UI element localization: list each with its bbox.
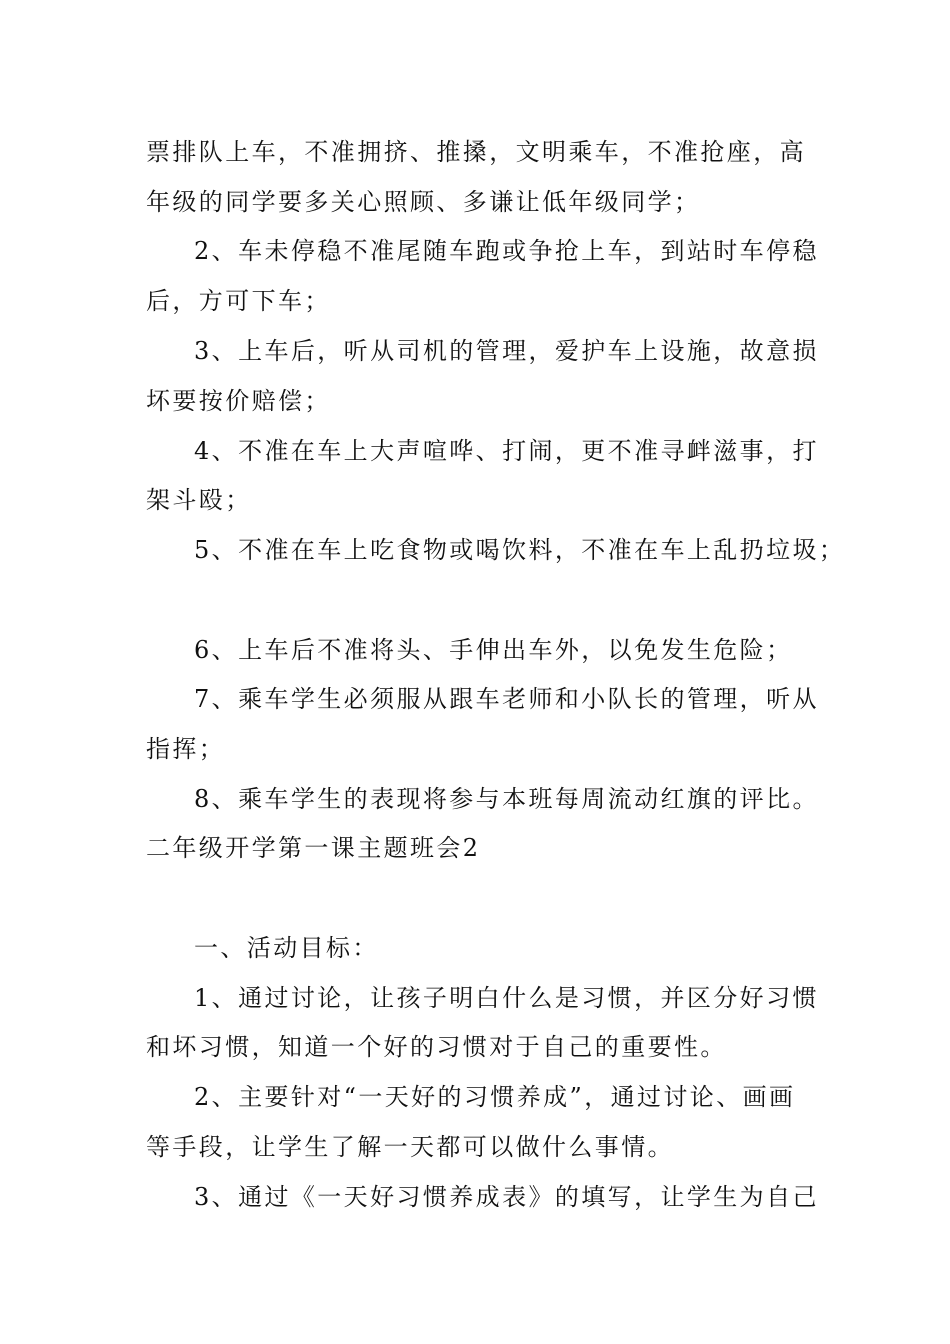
text-line: 6、上车后不准将头、手伸出车外，以免发生危险； [194,636,793,664]
text-line: 2、车未停稳不准尾随车跑或争抢上车，到站时车停稳 [194,237,819,265]
text-line: 等手段，让学生了解一天都可以做什么事情。 [146,1133,674,1161]
text-line: 坏要按价赔偿； [146,387,331,415]
text-line: 和坏习惯，知道一个好的习惯对于自己的重要性。 [146,1033,727,1061]
text-line: 后，方可下车； [146,287,331,315]
text-line: 5、不准在车上吃食物或喝饮料，不准在车上乱扔垃圾； [194,536,846,564]
text-line: 3、上车后，听从司机的管理，爱护车上设施，故意损 [194,337,819,365]
text-line: 票排队上车，不准拥挤、推搡，文明乘车，不准抢座，高 [146,138,806,166]
text-line: 架斗殴； [146,486,252,514]
text-line: 年级的同学要多关心照顾、多谦让低年级同学； [146,188,701,216]
text-line: 1、通过讨论，让孩子明白什么是习惯，并区分好习惯 [194,984,819,1012]
text-line: 8、乘车学生的表现将参与本班每周流动红旗的评比。 [194,785,819,813]
text-line: 4、不准在车上大声喧哗、打闹，更不准寻衅滋事，打 [194,437,819,465]
text-line: 3、通过《一天好习惯养成表》的填写，让学生为自己 [194,1183,819,1211]
text-line: 指挥； [146,735,226,763]
text-line: 7、乘车学生必须服从跟车老师和小队长的管理，听从 [194,685,819,713]
text-line: 2、主要针对“一天好的习惯养成”，通过讨论、画画 [194,1083,796,1111]
section-heading: 二年级开学第一课主题班会2 [146,834,481,862]
subsection-heading: 一、活动目标： [194,934,379,962]
